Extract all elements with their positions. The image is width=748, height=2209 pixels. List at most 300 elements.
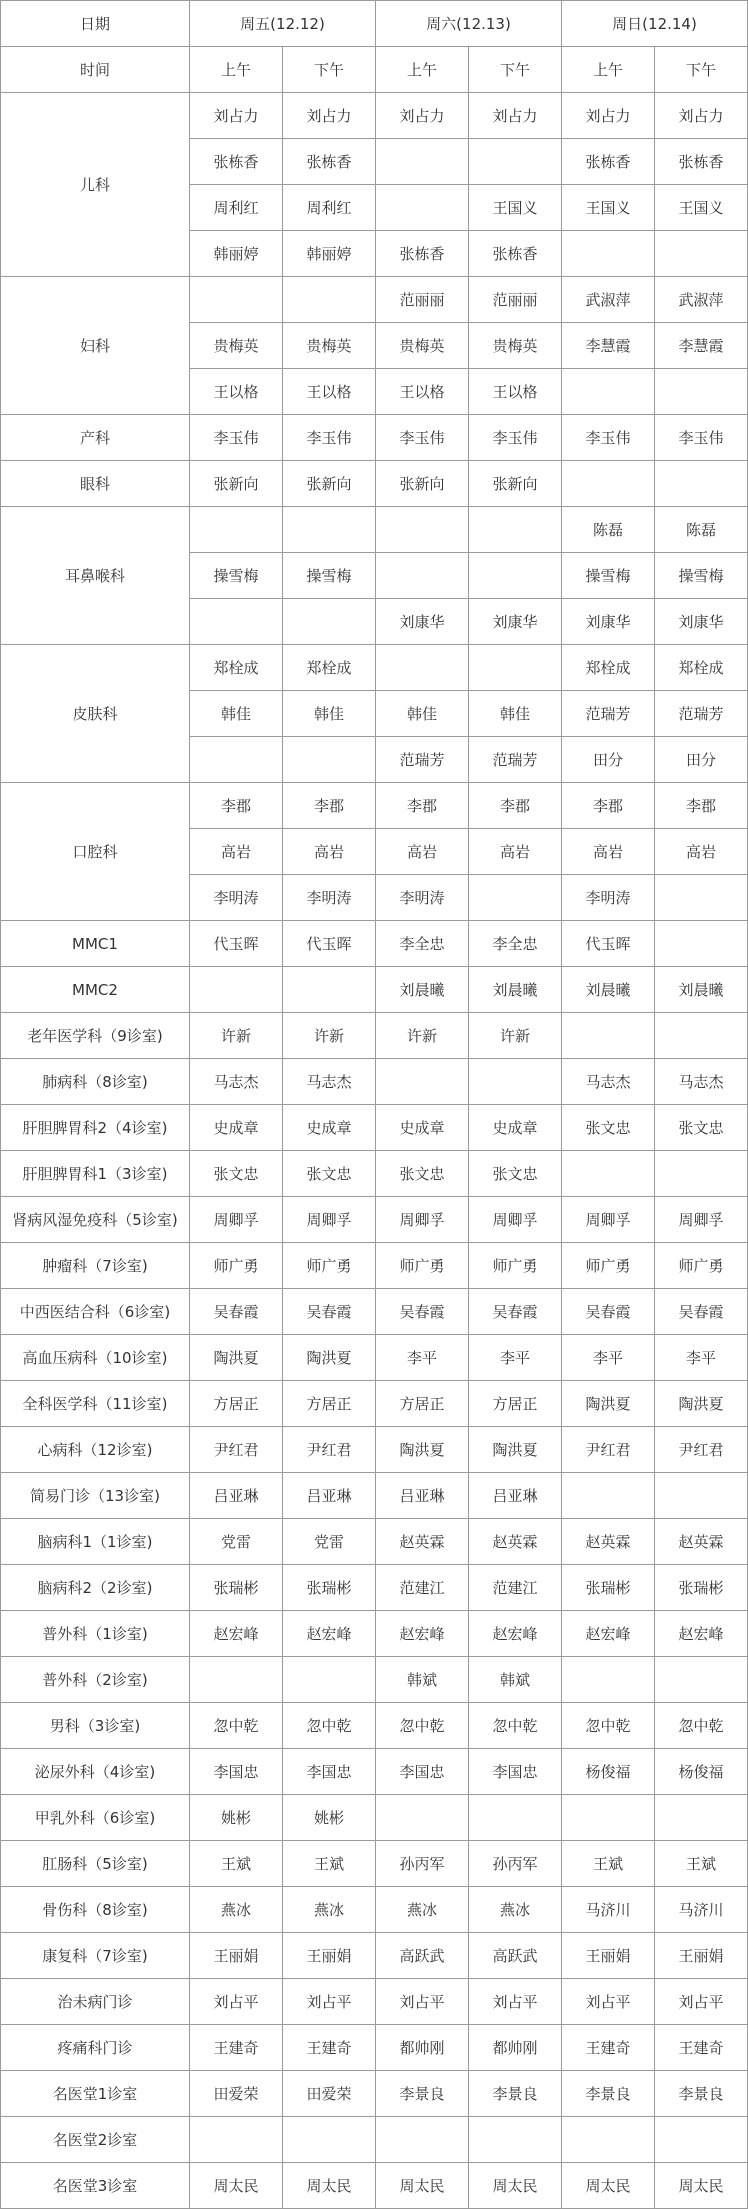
doctor-cell: 操雪梅 [283,553,376,599]
doctor-cell: 李明涛 [376,875,469,921]
doctor-cell: 周卿孚 [469,1197,562,1243]
doctor-cell: 许新 [190,1013,283,1059]
doctor-cell: 李明涛 [190,875,283,921]
doctor-cell: 周卿孚 [283,1197,376,1243]
doctor-cell: 张栋香 [562,139,655,185]
doctor-cell: 赵英霖 [562,1519,655,1565]
doctor-cell: 忽中乾 [562,1703,655,1749]
doctor-cell: 刘占平 [376,1979,469,2025]
table-row [1,1381,748,1427]
doctor-cell: 刘占平 [562,1979,655,2025]
doctor-cell [655,2117,748,2163]
doctor-cell: 李慧霞 [655,323,748,369]
table-row [1,2025,748,2071]
doctor-cell: 陶洪夏 [469,1427,562,1473]
doctor-cell: 党雷 [190,1519,283,1565]
doctor-cell: 孙丙军 [469,1841,562,1887]
department-name: 男科（3诊室) [1,1703,190,1749]
doctor-cell: 高岩 [376,829,469,875]
doctor-cell: 李平 [376,1335,469,1381]
doctor-cell [655,1013,748,1059]
table-row [1,507,748,553]
doctor-cell: 李平 [469,1335,562,1381]
doctor-cell [562,1795,655,1841]
table-row [1,461,748,507]
day-header-fri: 周五(12.12) [190,1,376,47]
am-header: 上午 [376,47,469,93]
doctor-cell: 李明涛 [562,875,655,921]
doctor-cell [283,599,376,645]
table-row [1,783,748,829]
doctor-cell: 刘占力 [562,93,655,139]
doctor-cell [190,1657,283,1703]
doctor-cell: 刘占力 [655,93,748,139]
doctor-cell: 刘康华 [376,599,469,645]
doctor-cell [190,967,283,1013]
table-row [1,1795,748,1841]
doctor-cell: 周太民 [469,2163,562,2209]
doctor-cell: 高岩 [283,829,376,875]
table-row [1,1289,748,1335]
doctor-cell: 王丽娟 [190,1933,283,1979]
doctor-cell: 周卿孚 [190,1197,283,1243]
doctor-cell: 尹红君 [190,1427,283,1473]
doctor-cell [655,1151,748,1197]
doctor-cell: 操雪梅 [562,553,655,599]
doctor-cell [469,507,562,553]
doctor-cell: 师广勇 [190,1243,283,1289]
table-row [1,1611,748,1657]
department-name: 治未病门诊 [1,1979,190,2025]
doctor-cell [469,553,562,599]
doctor-cell: 赵宏峰 [655,1611,748,1657]
doctor-cell: 操雪梅 [655,553,748,599]
doctor-cell: 刘占平 [655,1979,748,2025]
doctor-cell [655,875,748,921]
doctor-cell [469,645,562,691]
doctor-cell: 韩佳 [190,691,283,737]
doctor-cell [283,2117,376,2163]
doctor-cell: 郑栓成 [283,645,376,691]
department-name: 肛肠科（5诊室) [1,1841,190,1887]
department-name: 泌尿外科（4诊室) [1,1749,190,1795]
doctor-cell: 代玉晖 [283,921,376,967]
doctor-cell: 刘晨曦 [376,967,469,1013]
doctor-cell: 忽中乾 [376,1703,469,1749]
department-name: 普外科（1诊室) [1,1611,190,1657]
doctor-cell [283,967,376,1013]
table-row [1,1565,748,1611]
department-name: 普外科（2诊室) [1,1657,190,1703]
doctor-cell: 张文忠 [469,1151,562,1197]
doctor-cell: 李玉伟 [562,415,655,461]
doctor-cell: 燕冰 [469,1887,562,1933]
doctor-cell: 周卿孚 [376,1197,469,1243]
doctor-cell: 张瑞彬 [655,1565,748,1611]
department-name: 康复科（7诊室) [1,1933,190,1979]
table-row [1,1243,748,1289]
doctor-cell: 贵梅英 [469,323,562,369]
doctor-cell [562,1657,655,1703]
doctor-cell: 方居正 [190,1381,283,1427]
doctor-cell: 范瑞芳 [655,691,748,737]
doctor-cell: 马济川 [562,1887,655,1933]
table-row [1,1059,748,1105]
doctor-cell: 张新向 [469,461,562,507]
doctor-cell: 韩佳 [469,691,562,737]
doctor-cell [655,1795,748,1841]
doctor-cell: 范瑞芳 [562,691,655,737]
doctor-cell: 范丽丽 [469,277,562,323]
doctor-cell [283,1657,376,1703]
doctor-cell: 田爱荣 [283,2071,376,2117]
doctor-cell [562,1013,655,1059]
doctor-cell: 马志杰 [562,1059,655,1105]
doctor-cell: 孙丙军 [376,1841,469,1887]
doctor-cell: 李郡 [190,783,283,829]
pm-header: 下午 [283,47,376,93]
department-name: 老年医学科（9诊室) [1,1013,190,1059]
doctor-cell: 燕冰 [376,1887,469,1933]
doctor-cell [562,369,655,415]
doctor-cell: 忽中乾 [469,1703,562,1749]
doctor-cell: 陶洪夏 [562,1381,655,1427]
doctor-cell: 师广勇 [283,1243,376,1289]
doctor-cell: 范建江 [376,1565,469,1611]
doctor-cell: 王斌 [283,1841,376,1887]
table-row [1,1519,748,1565]
doctor-cell [655,1657,748,1703]
doctor-cell: 韩斌 [376,1657,469,1703]
doctor-cell: 周利红 [283,185,376,231]
doctor-cell [469,1059,562,1105]
doctor-cell: 杨俊福 [562,1749,655,1795]
table-row [1,967,748,1013]
department-name: 名医堂1诊室 [1,2071,190,2117]
doctor-cell [190,507,283,553]
doctor-cell: 燕冰 [283,1887,376,1933]
table-row [1,1887,748,1933]
table-row [1,1197,748,1243]
doctor-cell: 李慧霞 [562,323,655,369]
doctor-cell: 韩佳 [283,691,376,737]
doctor-cell: 尹红君 [283,1427,376,1473]
doctor-cell [376,507,469,553]
doctor-cell [376,553,469,599]
doctor-cell: 李全忠 [469,921,562,967]
doctor-cell: 刘康华 [562,599,655,645]
doctor-cell: 许新 [469,1013,562,1059]
doctor-cell: 赵英霖 [655,1519,748,1565]
doctor-cell: 师广勇 [562,1243,655,1289]
table-row [1,2163,748,2209]
doctor-cell [469,2117,562,2163]
doctor-cell: 吕亚琳 [469,1473,562,1519]
department-name: 产科 [1,415,190,461]
department-name: 儿科 [1,93,190,277]
doctor-cell: 王以格 [376,369,469,415]
department-name: 肝胆脾胃科1（3诊室) [1,1151,190,1197]
department-name: 口腔科 [1,783,190,921]
doctor-cell [190,599,283,645]
doctor-cell: 王国义 [469,185,562,231]
doctor-cell: 马济川 [655,1887,748,1933]
table-row [1,1979,748,2025]
doctor-cell: 周太民 [283,2163,376,2209]
doctor-cell: 赵宏峰 [562,1611,655,1657]
doctor-cell: 周卿孚 [655,1197,748,1243]
doctor-cell: 王建奇 [562,2025,655,2071]
date-header-label: 日期 [1,1,190,47]
doctor-cell: 武淑萍 [562,277,655,323]
doctor-cell: 忽中乾 [190,1703,283,1749]
doctor-cell [469,139,562,185]
doctor-cell: 吴春霞 [190,1289,283,1335]
doctor-cell: 刘晨曦 [562,967,655,1013]
doctor-cell: 方居正 [283,1381,376,1427]
doctor-cell: 陶洪夏 [655,1381,748,1427]
department-name: 中西医结合科（6诊室) [1,1289,190,1335]
doctor-cell [190,737,283,783]
table-row [1,1335,748,1381]
doctor-cell: 周太民 [376,2163,469,2209]
department-name: 妇科 [1,277,190,415]
doctor-cell: 代玉晖 [190,921,283,967]
doctor-cell: 张栋香 [469,231,562,277]
table-row [1,645,748,691]
doctor-cell: 杨俊福 [655,1749,748,1795]
doctor-cell: 赵英霖 [469,1519,562,1565]
doctor-cell [655,369,748,415]
department-name: 肺病科（8诊室) [1,1059,190,1105]
doctor-cell: 李郡 [283,783,376,829]
doctor-cell [283,277,376,323]
header-row-dates [1,1,748,47]
doctor-cell: 刘占力 [376,93,469,139]
doctor-cell: 张栋香 [655,139,748,185]
doctor-cell: 高跃武 [376,1933,469,1979]
doctor-cell: 王建奇 [283,2025,376,2071]
doctor-cell: 田爱荣 [190,2071,283,2117]
doctor-cell: 师广勇 [469,1243,562,1289]
department-name: 肾病风湿免疫科（5诊室) [1,1197,190,1243]
department-name: 心病科（12诊室) [1,1427,190,1473]
doctor-cell: 张文忠 [190,1151,283,1197]
doctor-cell: 史成章 [469,1105,562,1151]
doctor-cell: 方居正 [376,1381,469,1427]
doctor-cell: 高岩 [562,829,655,875]
doctor-cell: 赵宏峰 [376,1611,469,1657]
doctor-cell: 许新 [283,1013,376,1059]
doctor-cell: 姚彬 [190,1795,283,1841]
doctor-cell: 忽中乾 [655,1703,748,1749]
department-name: 高血压病科（10诊室) [1,1335,190,1381]
time-header-label: 时间 [1,47,190,93]
table-row [1,1105,748,1151]
doctor-cell [655,231,748,277]
doctor-cell: 吴春霞 [562,1289,655,1335]
doctor-cell: 王以格 [283,369,376,415]
department-name: MMC1 [1,921,190,967]
table-row [1,1749,748,1795]
doctor-cell: 党雷 [283,1519,376,1565]
table-row [1,2071,748,2117]
department-name: 肝胆脾胃科2（4诊室) [1,1105,190,1151]
doctor-cell: 张文忠 [283,1151,376,1197]
doctor-cell: 李国忠 [283,1749,376,1795]
doctor-cell: 刘占平 [190,1979,283,2025]
doctor-cell [655,1473,748,1519]
doctor-cell: 李郡 [376,783,469,829]
doctor-cell: 刘康华 [655,599,748,645]
day-header-sat: 周六(12.13) [376,1,562,47]
doctor-cell: 吕亚琳 [283,1473,376,1519]
doctor-cell: 刘占平 [283,1979,376,2025]
doctor-cell [283,737,376,783]
doctor-cell: 范瑞芳 [376,737,469,783]
department-name: 皮肤科 [1,645,190,783]
doctor-cell: 赵宏峰 [283,1611,376,1657]
doctor-cell: 史成章 [190,1105,283,1151]
table-row [1,93,748,139]
doctor-cell: 高岩 [469,829,562,875]
department-name: 耳鼻喉科 [1,507,190,645]
doctor-cell: 燕冰 [190,1887,283,1933]
doctor-cell: 周太民 [190,2163,283,2209]
doctor-cell [562,1473,655,1519]
table-row [1,415,748,461]
doctor-cell [469,875,562,921]
doctor-cell: 张文忠 [655,1105,748,1151]
doctor-cell: 吴春霞 [655,1289,748,1335]
doctor-cell: 张新向 [283,461,376,507]
doctor-cell: 陶洪夏 [190,1335,283,1381]
day-header-sun: 周日(12.14) [562,1,748,47]
doctor-cell: 张瑞彬 [190,1565,283,1611]
doctor-cell [376,1795,469,1841]
table-row [1,277,748,323]
doctor-cell: 王以格 [190,369,283,415]
doctor-cell: 李玉伟 [655,415,748,461]
doctor-cell [190,277,283,323]
doctor-cell: 范建江 [469,1565,562,1611]
doctor-cell: 李景良 [376,2071,469,2117]
doctor-cell: 高跃武 [469,1933,562,1979]
doctor-cell: 李玉伟 [283,415,376,461]
doctor-cell: 周卿孚 [562,1197,655,1243]
doctor-cell [469,1795,562,1841]
doctor-cell: 陈磊 [655,507,748,553]
header-row-times [1,47,748,93]
doctor-cell: 王丽娟 [655,1933,748,1979]
doctor-cell: 李郡 [469,783,562,829]
table-row [1,921,748,967]
doctor-cell: 吴春霞 [376,1289,469,1335]
doctor-cell: 方居正 [469,1381,562,1427]
doctor-cell: 王建奇 [655,2025,748,2071]
doctor-cell: 李全忠 [376,921,469,967]
doctor-cell [376,2117,469,2163]
doctor-cell: 刘晨曦 [655,967,748,1013]
doctor-cell: 贵梅英 [283,323,376,369]
doctor-cell: 周太民 [562,2163,655,2209]
doctor-cell: 韩丽婷 [190,231,283,277]
doctor-cell: 贵梅英 [190,323,283,369]
doctor-cell: 马志杰 [190,1059,283,1105]
doctor-cell [655,461,748,507]
doctor-cell [376,1059,469,1105]
doctor-cell: 师广勇 [376,1243,469,1289]
doctor-cell: 郑栓成 [190,645,283,691]
department-name: 疼痛科门诊 [1,2025,190,2071]
doctor-cell: 王斌 [562,1841,655,1887]
doctor-cell: 姚彬 [283,1795,376,1841]
doctor-cell: 李玉伟 [376,415,469,461]
doctor-cell: 刘康华 [469,599,562,645]
doctor-cell: 韩斌 [469,1657,562,1703]
doctor-cell: 韩佳 [376,691,469,737]
department-name: 脑病科1（1诊室) [1,1519,190,1565]
table-row [1,1703,748,1749]
doctor-cell: 刘占力 [190,93,283,139]
doctor-cell [283,507,376,553]
doctor-cell: 李景良 [469,2071,562,2117]
doctor-cell [562,461,655,507]
doctor-cell: 都帅刚 [376,2025,469,2071]
table-row [1,1657,748,1703]
doctor-cell: 陶洪夏 [376,1427,469,1473]
doctor-cell: 吕亚琳 [376,1473,469,1519]
doctor-cell: 刘占力 [283,93,376,139]
doctor-cell [562,1151,655,1197]
doctor-cell: 张新向 [376,461,469,507]
doctor-cell: 田分 [562,737,655,783]
doctor-cell: 郑栓成 [562,645,655,691]
doctor-cell: 尹红君 [562,1427,655,1473]
table-row [1,1933,748,1979]
department-name: MMC2 [1,967,190,1013]
doctor-cell: 李景良 [655,2071,748,2117]
doctor-cell: 陶洪夏 [283,1335,376,1381]
table-row [1,1473,748,1519]
table-row [1,1013,748,1059]
doctor-cell: 都帅刚 [469,2025,562,2071]
doctor-cell: 王国义 [655,185,748,231]
doctor-cell: 刘晨曦 [469,967,562,1013]
department-name: 简易门诊（13诊室) [1,1473,190,1519]
doctor-cell: 李郡 [562,783,655,829]
doctor-cell: 王国义 [562,185,655,231]
doctor-cell [562,231,655,277]
doctor-cell: 李平 [655,1335,748,1381]
doctor-cell: 李国忠 [190,1749,283,1795]
doctor-cell: 王斌 [655,1841,748,1887]
doctor-cell: 马志杰 [655,1059,748,1105]
doctor-cell: 张栋香 [190,139,283,185]
doctor-cell: 吴春霞 [283,1289,376,1335]
pm-header: 下午 [655,47,748,93]
doctor-cell: 刘占平 [469,1979,562,2025]
doctor-cell: 高岩 [190,829,283,875]
doctor-cell: 吴春霞 [469,1289,562,1335]
doctor-cell: 范丽丽 [376,277,469,323]
doctor-cell: 史成章 [376,1105,469,1151]
doctor-cell: 贵梅英 [376,323,469,369]
pm-header: 下午 [469,47,562,93]
doctor-cell [655,921,748,967]
doctor-cell: 田分 [655,737,748,783]
doctor-cell: 史成章 [283,1105,376,1151]
